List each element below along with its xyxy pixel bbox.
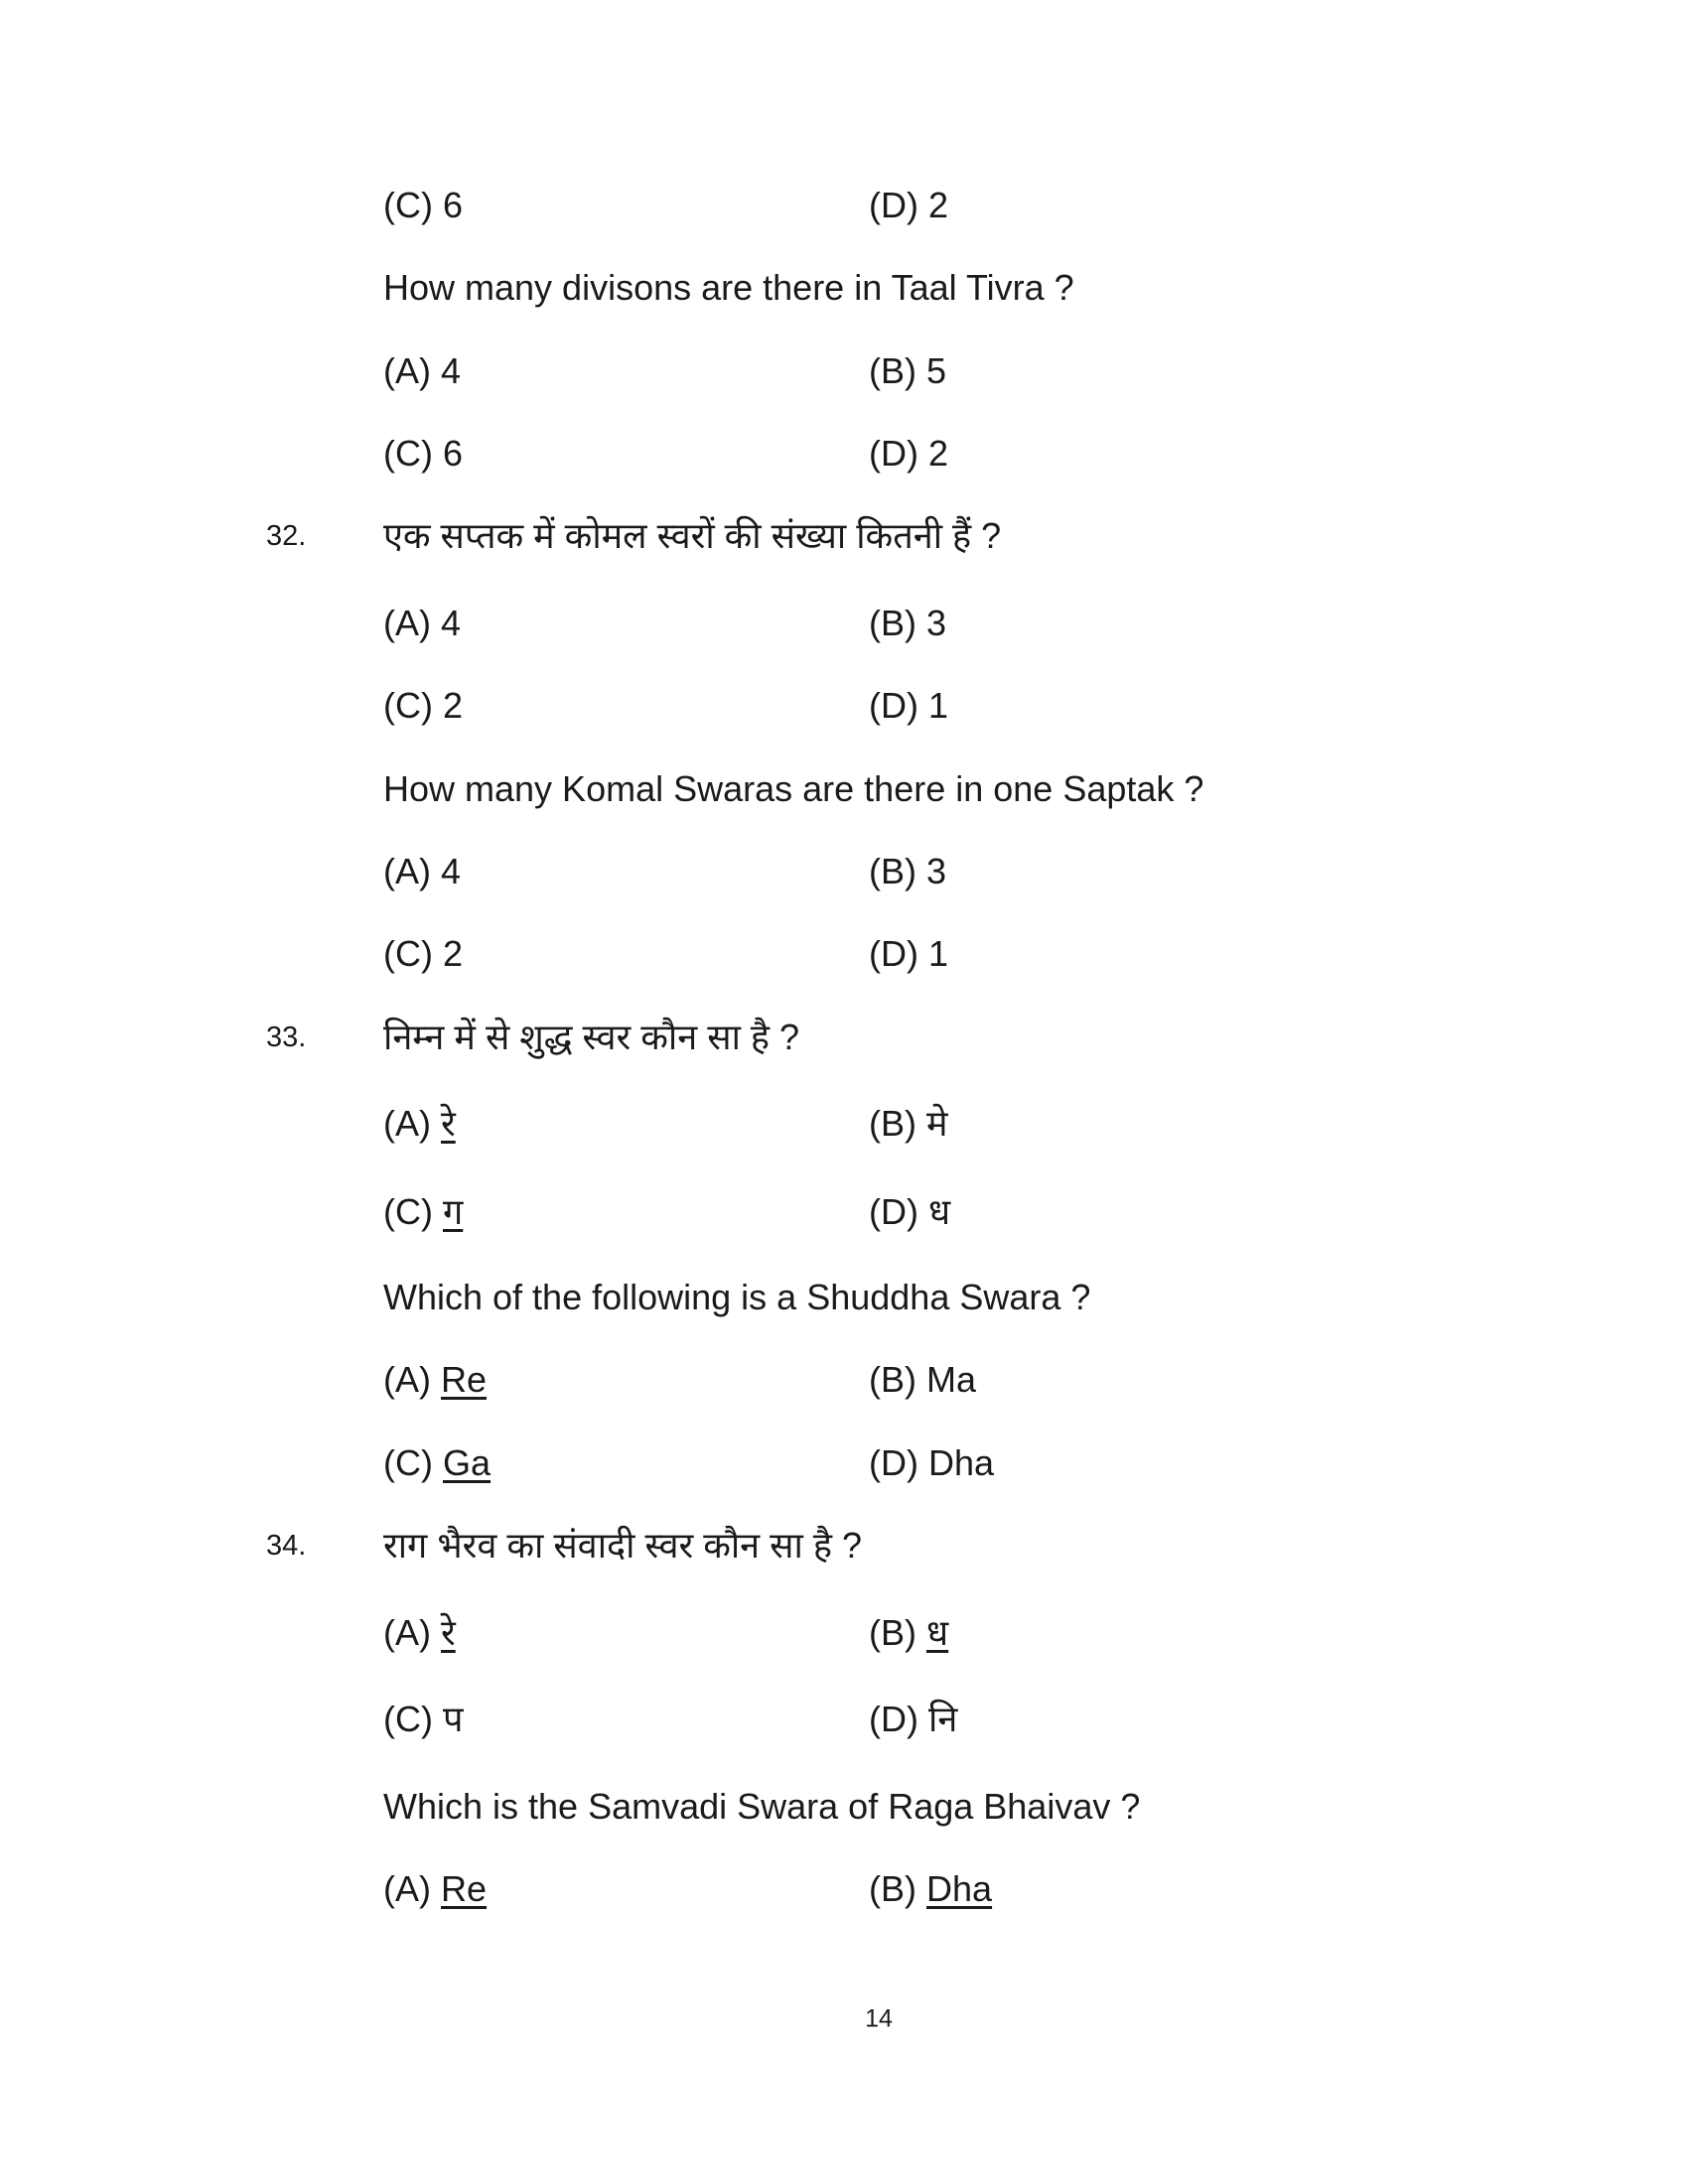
option-label: (A): [383, 851, 431, 891]
option-label: (B): [869, 1612, 916, 1653]
question-32-english: How many Komal Swaras are there in one Saptak ?: [383, 768, 1204, 809]
option-a: [383, 602, 461, 645]
option-text: Ma: [926, 1359, 977, 1400]
option-label: (C): [383, 685, 433, 726]
option-label: (D): [869, 1699, 918, 1739]
option-c: [383, 184, 463, 227]
option-label: (A): [383, 1103, 431, 1144]
option-b: [869, 1358, 976, 1402]
option-a: [383, 349, 461, 393]
option-label: (C): [383, 1699, 433, 1739]
option-d: [869, 1441, 994, 1485]
option-text: 6: [443, 185, 464, 225]
option-c: [383, 684, 463, 728]
option-text: 2: [928, 185, 949, 225]
option-text: 2: [443, 685, 464, 726]
option-c: [383, 1698, 463, 1741]
option-label: (D): [869, 185, 918, 225]
question-number: 33.: [266, 1022, 307, 1053]
option-text: ग: [443, 1191, 464, 1232]
option-label: (C): [383, 1442, 433, 1483]
option-c: [383, 1441, 491, 1485]
option-label: (D): [869, 933, 918, 974]
option-label: (C): [383, 933, 433, 974]
option-text: 1: [928, 685, 949, 726]
option-text: Re: [441, 1359, 488, 1400]
option-label: (A): [383, 1359, 431, 1400]
option-text: ध: [928, 1191, 951, 1232]
option-d: [869, 684, 948, 728]
question-number: 32.: [266, 520, 307, 552]
option-label: (D): [869, 433, 918, 474]
option-text: नि: [928, 1699, 958, 1739]
option-text: Dha: [926, 1868, 993, 1909]
question-33-english: Which of the following is a Shuddha Swara ?: [383, 1277, 1091, 1317]
option-b: [869, 349, 946, 393]
option-label: (C): [383, 433, 433, 474]
option-b: [869, 1867, 992, 1911]
question-32-hindi: एक सप्तक में कोमल स्वरों की संख्या कितनी हैं ?: [383, 515, 1002, 556]
option-label: (B): [869, 350, 916, 391]
option-label: (A): [383, 603, 431, 643]
option-text: Dha: [928, 1442, 995, 1483]
option-text: Re: [441, 1868, 488, 1909]
option-label: (D): [869, 1191, 918, 1232]
option-b: [869, 850, 946, 893]
option-label: (B): [869, 1103, 916, 1144]
option-b: [869, 1102, 948, 1146]
option-d: [869, 432, 948, 476]
option-text: 2: [928, 433, 949, 474]
option-label: (C): [383, 1191, 433, 1232]
option-label: (B): [869, 603, 916, 643]
option-a: [383, 1358, 487, 1402]
option-text: 5: [926, 350, 947, 391]
option-text: रे: [441, 1103, 456, 1144]
option-text: 4: [441, 603, 462, 643]
option-label: (A): [383, 350, 431, 391]
option-label: (A): [383, 1868, 431, 1909]
option-label: (D): [869, 685, 918, 726]
option-text: 3: [926, 851, 947, 891]
option-a: [383, 850, 461, 893]
option-d: [869, 184, 948, 227]
option-label: (B): [869, 1359, 916, 1400]
question-31-english: How many divisons are there in Taal Tivra ?: [383, 267, 1074, 308]
option-b: [869, 602, 946, 645]
option-text: 3: [926, 603, 947, 643]
option-text: प: [443, 1699, 464, 1739]
option-label: (D): [869, 1442, 918, 1483]
option-c: [383, 932, 463, 976]
option-text: 2: [443, 933, 464, 974]
question-34-hindi: राग भैरव का संवादी स्वर कौन सा है ?: [383, 1525, 862, 1566]
option-text: Ga: [443, 1442, 492, 1483]
option-c: [383, 1190, 463, 1234]
option-text: रे: [441, 1612, 456, 1653]
question-33-hindi: निम्न में से शुद्ध स्वर कौन सा है ?: [383, 1017, 800, 1057]
option-text: ध: [926, 1612, 949, 1653]
option-d: [869, 1698, 957, 1741]
option-label: (B): [869, 851, 916, 891]
page-number: 14: [865, 2004, 893, 2033]
option-text: 4: [441, 350, 462, 391]
option-label: (C): [383, 185, 433, 225]
option-label: (A): [383, 1612, 431, 1653]
option-text: 1: [928, 933, 949, 974]
option-b: [869, 1611, 948, 1655]
question-number: 34.: [266, 1530, 307, 1562]
option-a: [383, 1102, 456, 1146]
question-34-english: Which is the Samvadi Swara of Raga Bhaivav ?: [383, 1786, 1141, 1827]
option-d: [869, 932, 948, 976]
option-a: [383, 1867, 487, 1911]
option-c: [383, 432, 463, 476]
option-text: 6: [443, 433, 464, 474]
option-text: मे: [926, 1103, 948, 1144]
option-a: [383, 1611, 456, 1655]
option-d: [869, 1190, 950, 1234]
option-label: (B): [869, 1868, 916, 1909]
option-text: 4: [441, 851, 462, 891]
